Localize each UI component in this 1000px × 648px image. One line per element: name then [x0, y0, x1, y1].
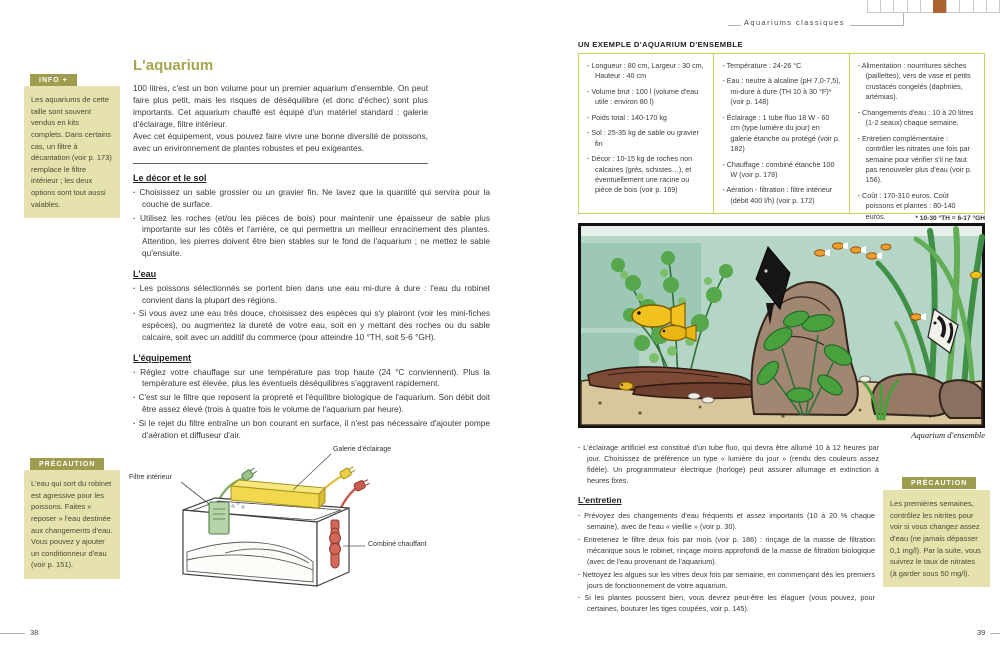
chapter-tab-active — [933, 0, 947, 13]
diagram-label-heater: Combiné chauffant — [368, 541, 427, 548]
bullet-item: · C'est sur le filtre que reposent la propreté et l'équilibre biologique de l'aquarium. Son débit doit être assez élevé (trois à quatre fois le volume de l'aquarium par heure). — [133, 392, 490, 416]
yellow-tetra — [971, 272, 982, 279]
diagram-label-filter: Filtre intérieur — [129, 474, 172, 481]
bullet-item: · Utilisez les roches (et/ou les pièces de bois) pour maintenir une épaisseur de sable plus importante sur les côtés et l'arrière, ce qui permettra un meilleur enracinement des plantes. Attention, les pierres doivent être bien stables sur le fond de l'aquarium ; ne mettez le sable qu'ensuite. — [133, 213, 490, 260]
aquarium-illustration — [578, 223, 985, 428]
chapter-tab — [893, 0, 907, 13]
bullet-item: · Choisissez un sable grossier ou un gravier fin. Ne lavez que la quantité qui servira pour la couche de surface. — [133, 187, 490, 211]
chapter-tab — [867, 0, 881, 13]
left-page-main-column — [133, 57, 490, 443]
page-title: L'aquarium — [133, 57, 214, 74]
bullet-item: · Les poissons sélectionnés se portent bien dans une eau mi-dure à dure : l'eau du robinet convient dans la plupart des régions. — [133, 283, 490, 307]
precaution-label-right: PRÉCAUTION — [902, 477, 976, 489]
spec-item: - Température : 24-26 °C — [722, 61, 840, 71]
spec-item: - Poids total : 140-170 kg — [587, 113, 705, 123]
light-plug — [339, 465, 356, 479]
spec-footnote: * 10-30 °TH = 6-17 °GH — [915, 215, 985, 222]
filter-plug — [241, 466, 258, 481]
precaution-label-left: PRÉCAUTION — [30, 458, 104, 470]
info-box-label: INFO + — [30, 74, 77, 86]
bullet-item: · Entretenez le filtre deux fois par mois (voir p. 186) : rinçage de la masse de filtration mécanique sous le robinet, rinçage moins approfondi de la masse de filtration biologique (avec de l'eau provenant de l'aquarium). — [578, 535, 875, 568]
entretien-section — [578, 494, 875, 617]
spec-item: - Alimentation : nourritures sèches (paillettes), vers de vase et petits crustacés congelés (daphnies, artémias). — [858, 61, 976, 103]
section-heading: L'entretien — [578, 495, 622, 505]
chapter-tab — [880, 0, 894, 13]
right-section-title: UN EXEMPLE D'AQUARIUM D'ENSEMBLE — [578, 40, 743, 49]
lighting-bullet: · L'éclairage artificiel est constitué d'un tube fluo, qui devra être allumé 10 à 12 heures par jour. Choisissez de préférence un type « lumière du jour » (rendu des couleurs assez fidèle). Un programmateur électrique (horloge) peut assurer allumage et extinction à heures fixes. — [578, 443, 879, 487]
spec-item: - Entretien complémentaire : contrôler les nitrates une fois par semaine pour vérifier s'il ne faut pas renouveler plus d'eau (voir p. 156). — [858, 134, 976, 186]
info-box-text: Les aquariums de cette taille sont souvent vendus en kits complets. Dans certains cas, un filtre à décantation (voir p. 173) remplace le filtre intérieur ; les deux options sont tout aussi valables. — [31, 95, 112, 209]
precaution-text-right: Les premières semaines, contrôlez les nitrites pour voir si vous changez assez d'eau (ne jamais dépasser 0,1 mg/l). Par la suite, vous suivrez le taux de nitrates (à garder sous 50 mg/l). — [890, 499, 981, 578]
bullet-item: · Si le rejet du filtre entraîne un bon courant en surface, il n'est pas nécessaire d'ajouter pompe d'aération et diffuseur d'air. — [133, 418, 490, 442]
bullet-item: · Si vous avez une eau très douce, choisissez des espèces qui s'y plairont (voir les mini-fiches espèces), ou augmentez la dureté de votre eau, soit en y mettant des roches ou du sable calcaire, soit avec un additif du commerce (pour atteindre 10 °TH, soit 5-6 °GH). — [133, 308, 490, 343]
header-rule-right — [850, 25, 904, 26]
spec-item: - Longueur : 80 cm, Largeur : 30 cm, Hauteur : 40 cm — [587, 61, 705, 82]
chapter-tab — [973, 0, 987, 13]
spec-item: - Volume brut : 100 l (volume d'eau utile : environ 80 l) — [587, 87, 705, 108]
intro-paragraph: Avec cet équipement, vous pouvez faire vivre une bonne diversité de poissons, avec un environnement de plantes robustes et peu exigeantes. — [133, 131, 428, 154]
intro-paragraph: 100 litres, c'est un bon volume pour un premier aquarium d'ensemble. On peut faire plus petit, mais les risques de déséquilibre (et donc d'échec) sont plus importants. Cet aquarium chauffé est équipé d'un matériel standard : galerie d'éclairage, filtre intérieur. — [133, 83, 428, 130]
section-heading: Le décor et le sol — [133, 173, 207, 184]
precaution-box-left — [24, 470, 120, 579]
bullet-item: · Réglez votre chauffage sur une température pas trop haute (24 °C conviennent). Plus la température est élevée, plus les éventuels déséquilibres s'aggravent rapidement. — [133, 367, 490, 391]
heater — [330, 520, 341, 568]
chapter-tab — [907, 0, 921, 13]
bullet-item: · Prévoyez des changements d'eau fréquents et assez importants (10 à 20 % chaque semaine), avec de l'eau « vieillie » (voir p. 30). — [578, 511, 875, 533]
spec-item: - Coût : 170-310 euros. Coût poissons et plantes : 80-140 euros. — [858, 191, 976, 222]
spec-item: - Sol : 25-35 kg de sable ou gravier fin — [587, 128, 705, 149]
spec-item: - Eau : neutre à alcaline (pH 7,0-7,5), mi-dure à dure (TH 10 à 30 °F)* (voir p. 148) — [722, 76, 840, 107]
spec-item: - Aération - filtration : filtre intérieur (débit 400 l/h) (voir p. 172) — [722, 185, 840, 206]
bullet-item: · Si les plantes poussent bien, vous devrez peut-être les élaguer (vous pouvez, pour certaines, bouturer les tiges coupées, voir p. 145). — [578, 593, 875, 615]
aquarium-diagram — [125, 446, 545, 618]
heater-plug — [353, 478, 370, 492]
bullet-item: · Nettoyez les algues sur les vitres deux fois par semaine, en commençant dès les premiers jours de fonctionnement de votre aquarium. — [578, 570, 875, 592]
spec-item: - Décor : 10-15 kg de roches non calcaires (grès, schistes…), et éventuellement une racine ou pièce de bois (voir p. 169) — [587, 154, 705, 196]
chapter-tab — [920, 0, 934, 13]
chapter-name: Aquariums classiques — [744, 18, 845, 27]
section-divider — [133, 163, 428, 164]
precaution-box-right — [883, 490, 990, 587]
folio-rule-right — [990, 633, 1000, 634]
chapter-tab — [986, 0, 1000, 13]
spec-item: - Changements d'eau : 10 à 20 litres (1-2 seaux) chaque semaine. — [858, 108, 976, 129]
precaution-text-left: L'eau qui sort du robinet est agressive pour les poissons. Faites « reposer » l'eau destinée aux changements d'eau. Vous pouvez y ajouter un conditionneur d'eau (voir p. 151). — [31, 479, 113, 570]
page-number-right: 39 — [977, 628, 986, 637]
illustration-caption: Aquarium d'ensemble — [911, 430, 985, 440]
chapter-tab — [946, 0, 960, 13]
chapter-tab-strip — [868, 0, 1000, 13]
spec-item: - Chauffage : combiné étanche 100 W (voir p. 178) — [722, 160, 840, 181]
section-heading: L'équipement — [133, 352, 192, 363]
header-rule-left — [728, 25, 741, 26]
info-box — [24, 86, 120, 218]
spec-column-dimensions — [579, 54, 713, 213]
folio-rule-left — [0, 633, 25, 634]
page-number-left: 38 — [30, 628, 39, 637]
chapter-tab — [959, 0, 973, 13]
spec-item: - Éclairage : 1 tube fluo 18 W - 60 cm (type lumière du jour) en galerie étanche ou protégé (voir p. 182) — [722, 113, 840, 155]
diagram-label-light: Galerie d'éclairage — [333, 446, 392, 453]
water-surface — [581, 226, 982, 236]
aquarium-diagram-drawing — [125, 446, 545, 618]
spec-column-water-equipment — [713, 54, 848, 213]
section-heading: L'eau — [133, 268, 157, 279]
